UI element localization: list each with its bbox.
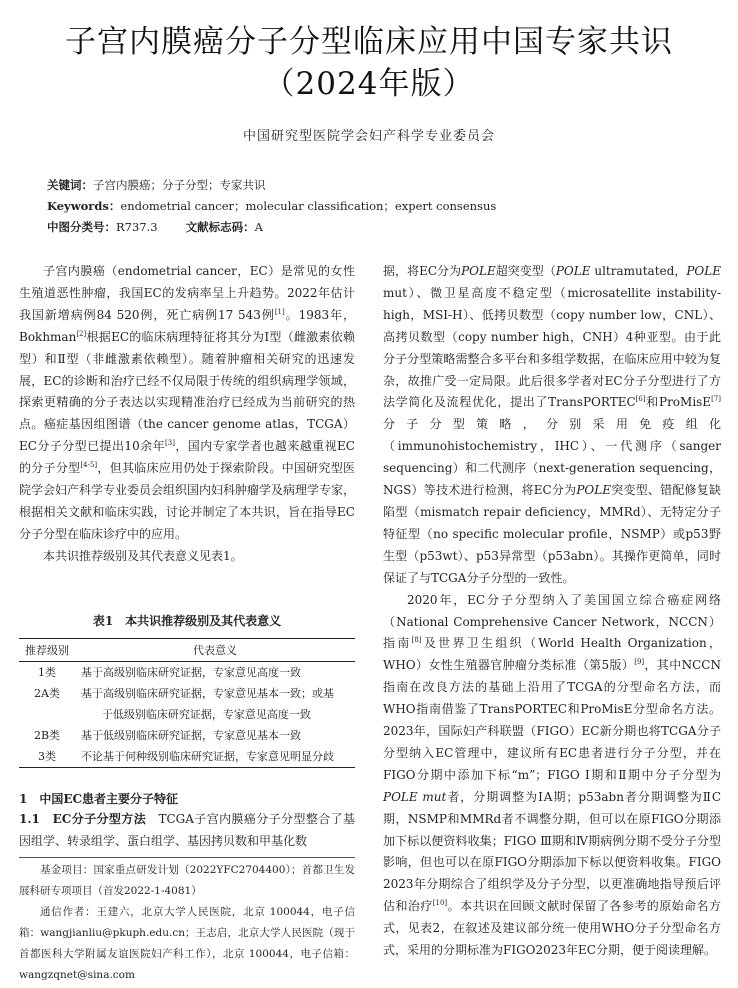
subsection-heading: 1.1 EC分子分型方法 <box>19 812 147 826</box>
table-cell-level: 3类 <box>19 746 75 768</box>
table-title: 表1 本共识推荐级别及其代表意义 <box>92 614 282 628</box>
text-run: ，国内专家学者也越来越重视EC的分子分型 <box>19 439 355 476</box>
gene-name: POLE <box>686 264 721 278</box>
citation-ref[interactable]: [7] <box>711 395 721 404</box>
citation-ref[interactable]: [9] <box>634 658 645 667</box>
citation-ref[interactable]: [8] <box>411 636 422 645</box>
doc-code-label: 文献标志码： <box>185 220 255 234</box>
text-run: mut）、微卫星高度不稳定型（microsatellite instability-high，MSI-H）、低拷贝数型（copy number low，CNL）、高拷贝数型（copy number high，CNH）4种亚型。由于此分子分型策略需整合多平台和多组学数据，在临床应用中较为复杂，故推广受一定局限。此后很多学者对EC分子分型进行了方法学简化及流程优化，提出了TransPORTEC <box>383 285 721 410</box>
left-column <box>19 261 355 568</box>
text-run: 。1983年，Bokhman <box>19 307 355 344</box>
keywords-cn <box>47 177 266 193</box>
citation-ref[interactable]: [1] <box>274 307 285 316</box>
text-run: ，其中NCCN指南在改良方法的基础上沿用了TCGA的分型命名方法，而WHO指南借鉴了TransPORTEC和ProMisE分型命名方法。2023年，国际妇产科联盟（FIGO）EC新分期也将TCGA分子分型纳入EC管理中，建议所有EC患者进行分子分型，并在FIGO分期中添加下标“m”；FIGO Ⅰ期和Ⅱ期中分子分型为 <box>383 658 721 782</box>
table-cell-meaning: 基于高级别临床研究证据，专家意见高度一致 <box>81 666 301 679</box>
table-row <box>19 746 355 768</box>
table-cell-level: 2A类 <box>34 687 60 700</box>
right-column <box>383 261 721 962</box>
recommendation-table <box>19 638 355 768</box>
clc-value: R737.3 <box>116 220 158 234</box>
citation-ref[interactable]: [6] <box>635 395 646 404</box>
page-subtitle: （2024年版） <box>263 66 475 102</box>
text-run: 者，分期调整为ⅠA期；p53abn者分期调整为ⅡC期，NSMP和MMRd者不调整分期，但可以在原FIGO分期添加下标以便资料收集；FIGO Ⅲ期和Ⅳ期病例分期不受分子分型影响，但也可以在原FIGO分期添加下标以便资料收集。FIGO 2023年分期综合了组织学及分子分型，以更准确地指导预后评估和治疗 <box>383 789 721 914</box>
page-title: 子宫内膜癌分子分型临床应用中国专家共识 <box>65 24 673 60</box>
table-header: 推荐级别 <box>19 639 75 662</box>
text-run: 分子分型策略，分别采用免疫组化（immunohistochemistry，IHC）、一代测序（sanger sequencing）和二代测序（next-generation sequencing，NGS）等技术进行检测，将EC分为 <box>383 417 721 498</box>
citation-ref[interactable]: [3] <box>165 439 175 448</box>
clc-label: 中图分类号： <box>47 220 116 234</box>
table-cell-line: 于低级别临床研究证据，专家意见高度一致 <box>101 708 311 721</box>
table-cell-meaning: 基于低级别临床研究证据，专家意见基本一致 <box>81 729 301 742</box>
continued-paragraph <box>383 261 721 590</box>
funding-footnote: 基金项目：国家重点研发计划（2022YFC2704400）；首都卫生发展科研专项项目（首发2022-1-4081） <box>19 864 355 897</box>
text-run: 和ProMisE <box>645 395 712 410</box>
subsection-text: TCGA子宫内膜癌分子分型整合了基因组学、转录组学、蛋白组学、基因拷贝数和甲基化数 <box>19 812 355 848</box>
classification <box>47 219 263 235</box>
citation-ref[interactable]: [4-5] <box>80 461 98 470</box>
text-run: 据，将EC分为 <box>383 264 462 278</box>
keywords-en <box>47 198 496 214</box>
guideline-paragraph <box>383 590 721 962</box>
keywords-en-value: endometrial cancer；molecular classification；expert consensus <box>120 199 497 213</box>
text-run: 。本共识在回顾文献时保留了各参考的原始命名方式，见表2，在叙述及建议部分统一使用WHO分子分型命名方式，采用的分期标准为FIGO2023年EC分期，便于阅读理解。 <box>383 899 721 958</box>
text-run: ，但其临床应用仍处于探索阶段。中国研究型医院学会妇产科学专业委员会组织国内妇科肿瘤学及病理学专家，根据相关文献和临床实践，讨论并制定了本共识，旨在指导EC分子分型在临床诊疗中的应用。 <box>19 461 356 541</box>
gene-name: POLE <box>555 264 591 278</box>
citation-ref[interactable]: [2] <box>76 329 87 338</box>
gene-name: POLE mut <box>383 789 447 804</box>
text-run: 根据EC的临床病理特征将其分为Ⅰ型（雌激素依赖型）和Ⅱ型（非雌激素依赖型）。随着肿瘤相关研究的迅速发展，EC的诊断和治疗已经不仅局限于传统的组织病理学领域，探索更精确的分子表达以实现精准治疗已经成为当前研究的热点。癌症基因组图谱（the cancer genome atlas，TCGA）EC分子分型已提出10余年 <box>19 329 355 454</box>
authors: 中国研究型医院学会妇产科学专业委员会 <box>242 129 495 144</box>
text-run: 突变型、错配修复缺陷型（mismatch repair deficiency，MMRd）、无特定分子特征型（no specific molecular profile，NSMP）或p53野生型（p53wt）、p53异常型（p53abn）。其操作更简单，同时保证了与TCGA分子分型的一致性。 <box>383 483 721 585</box>
table-row <box>19 662 355 684</box>
doc-code-value: A <box>254 220 263 234</box>
table-cell-level: 1类 <box>38 666 56 679</box>
table-cell-meaning: 不论基于何种级别临床研究证据，专家意见明显分歧 <box>75 746 355 768</box>
table-header: 代表意义 <box>75 639 355 662</box>
text-run: 2020年，EC分子分型纳入了美国国立综合癌症网络（National Comprehensive Cancer Network，NCCN）指南 <box>383 592 721 651</box>
intro-paragraph <box>19 261 355 546</box>
table-cell-level: 2B类 <box>33 729 61 742</box>
keywords-cn-value: 子宫内膜癌；分子分型；专家共识 <box>93 178 266 192</box>
text-run: ultramutated， <box>590 264 687 278</box>
table-row <box>19 683 355 725</box>
gene-name: POLE <box>576 483 611 498</box>
correspondence-footnote: 通信作者：王建六，北京大学人民医院，北京 100044，电子信箱：wangjianliu@pkuph.edu.cn；王志启，北京大学人民医院（现于首都医科大学附属友谊医院妇产科工作），北京 100044，电子信箱：wangzqnet@sina.com <box>19 906 355 981</box>
table-row <box>19 725 355 746</box>
section-heading: 1 中国EC患者主要分子特征 <box>19 792 179 806</box>
text-run: 超突变型（ <box>495 264 556 278</box>
subsection-paragraph <box>19 809 355 853</box>
gene-name: POLE <box>461 264 496 278</box>
text-run: 及世界卫生组织（World Health Organization，WHO）女性生殖器官肿瘤分类标准（第5版） <box>383 636 721 673</box>
keywords-cn-label: 关键词： <box>47 178 93 192</box>
citation-ref[interactable]: [10] <box>432 899 448 908</box>
table-cell-line: 基于高级别临床研究证据，专家意见基本一致；或基 <box>81 687 334 700</box>
footnote-divider <box>19 857 355 858</box>
keywords-en-label: Keywords： <box>47 199 121 213</box>
table-cell-meaning <box>75 683 355 725</box>
table-reference-paragraph: 本共识推荐级别及其代表意义见表1。 <box>43 548 243 563</box>
text-run: 子宫内膜癌（endometrial cancer，EC）是常见的女性生殖道恶性肿瘤，我国EC的发病率呈上升趋势。2022年估计我国新增病例84 520例，死亡病例17 543例 <box>19 264 355 322</box>
